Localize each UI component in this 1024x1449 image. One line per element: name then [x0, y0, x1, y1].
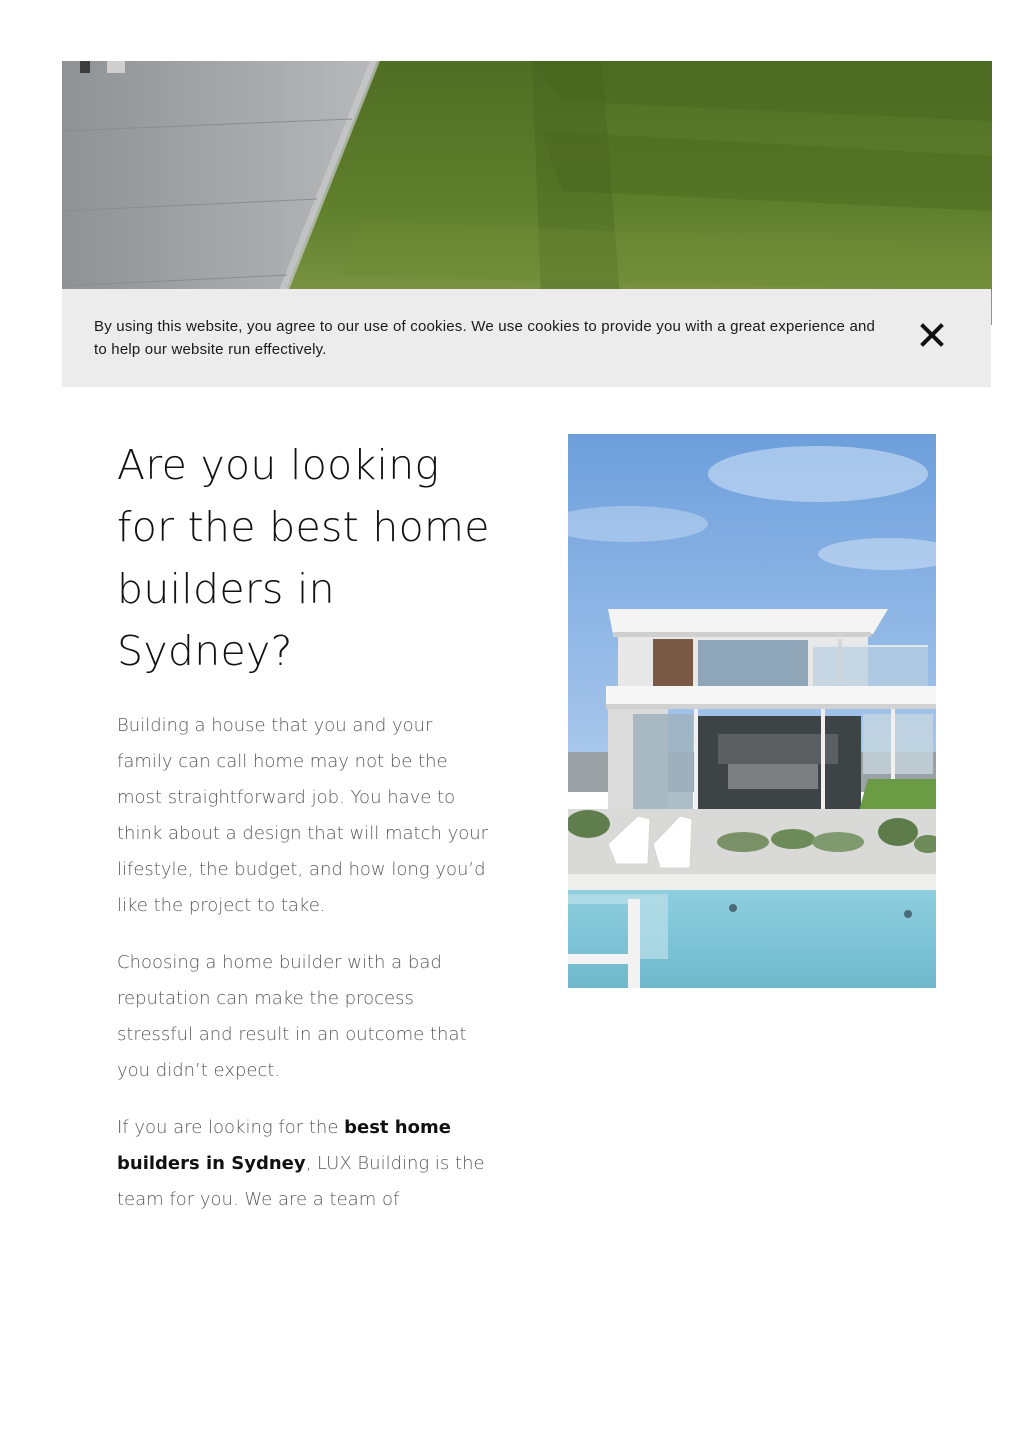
article-paragraph-1: Building a house that you and your family can call home may not be the most straightforward job. You have to think about a design that will match your lifestyle, the budget, and how long you’d like the project to take.: [117, 715, 489, 916]
paragraph-3-tail: , LUX Building is the team for you. We are a team of: [117, 1153, 485, 1210]
cookie-message: By using this website, you agree to our use of cookies. We use cookies to provide you with a great experience and to help our website run effectively.: [94, 318, 876, 358]
page-title: Are you looking for the best home builders in Sydney?: [117, 441, 490, 675]
hero-image: [62, 61, 992, 325]
house-image: [568, 434, 936, 988]
close-icon[interactable]: [917, 320, 947, 350]
keyword-highlight: best home builders in Sydney: [117, 1117, 451, 1174]
article-paragraph-3: [117, 1110, 492, 1218]
cookie-banner: [62, 289, 991, 387]
article-section: [117, 434, 492, 1218]
article-paragraph-2: Choosing a home builder with a bad reputation can make the process stressful and result in an outcome that you didn’t expect.: [117, 952, 467, 1081]
paragraph-3-lead: If you are looking for the: [117, 1117, 345, 1138]
